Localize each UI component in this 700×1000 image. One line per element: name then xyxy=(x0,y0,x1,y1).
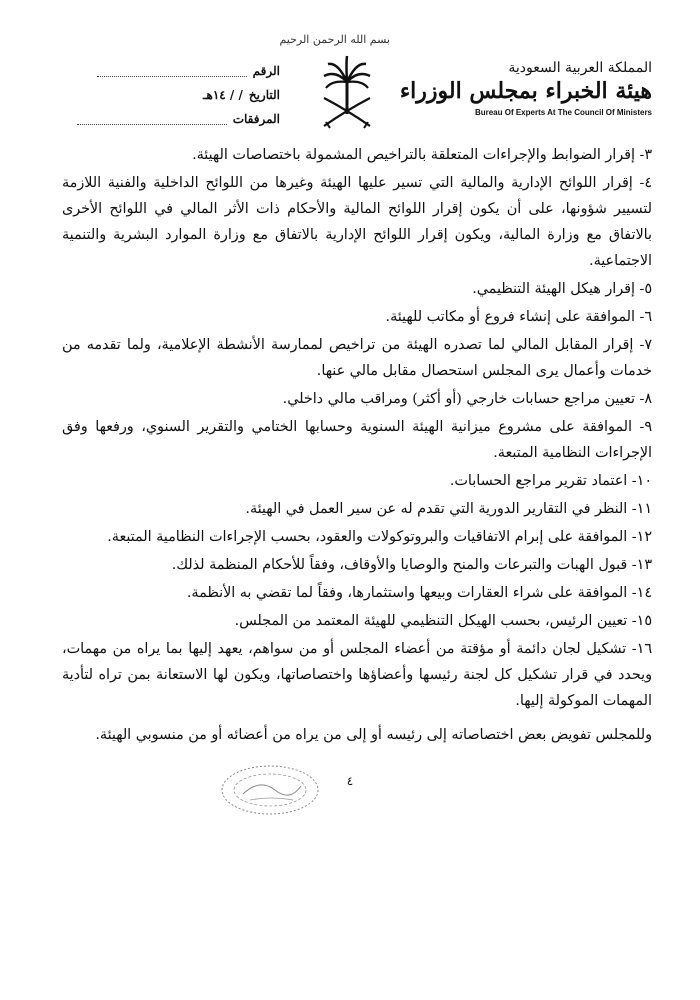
date-value: / / ١٤هـ xyxy=(202,88,243,102)
clause-item: ٨- تعيين مراجع حسابات خارجي (أو أكثر) ومراقب مالي داخلي. xyxy=(282,391,652,407)
letterhead xyxy=(0,0,700,140)
organization-english-name: Bureau Of Experts At The Council Of Ministers xyxy=(474,108,652,117)
organization-block xyxy=(399,60,652,136)
clause-item: ١٢- الموافقة على إبرام الاتفاقيات والبروتوكولات والعقود، بحسب الإجراءات النظامية المتبعة. xyxy=(107,529,652,545)
clause-item: ١٥- تعيين الرئيس، بحسب الهيكل التنظيمي للهيئة المعتمد من المجلس. xyxy=(234,613,652,629)
basmala: بسم الله الرحمن الرحيم xyxy=(279,33,390,46)
clause-item: ٥- إقرار هيكل الهيئة التنظيمي. xyxy=(472,281,652,297)
reference-number-row xyxy=(97,62,280,80)
clause-item: ١١- النظر في التقارير الدورية التي تقدم له عن سير العمل في الهيئة. xyxy=(245,501,652,517)
attachments-line xyxy=(77,114,227,125)
clause-item: ١٤- الموافقة على شراء العقارات وبيعها واستثمارها، وفقاً لما تقضي به الأنظمة. xyxy=(186,585,652,601)
organization-name: هيئة الخبراء بمجلس الوزراء xyxy=(399,78,652,104)
clause-item: ١٠- اعتماد تقرير مراجع الحسابات. xyxy=(449,473,652,489)
page-number: ٤ xyxy=(346,774,354,788)
attachments-row xyxy=(77,110,280,128)
closing-paragraph: وللمجلس تفويض بعض اختصاصاته إلى رئيسه أو إلى من يراه من أعضائه أو من منسوبي الهيئة. xyxy=(95,727,652,743)
date-label: التاريخ xyxy=(248,88,280,102)
official-seal-stamp xyxy=(215,760,325,820)
clause-item: ٧- إقرار المقابل المالي لما تصدره الهيئة من تراخيص لممارسة الأنشطة الإعلامية، ولما تقدمه من خدمات وأعمال يرى المجلس استحصال مقابل مالي عنها. xyxy=(62,337,652,379)
reference-block xyxy=(40,62,280,132)
clause-item: ١٦- تشكيل لجان دائمة أو مؤقتة من أعضاء المجلس أو من سواهم، يعهد إليها بما يراه من مهمات، ويحدد في قرار تشكيل كل لجنة رئيسها وأعضاؤها واختصاصاتها، ويكون لها الاستعانة بمن تراه لتأدية المهمات الموكولة إليها. xyxy=(62,641,652,709)
clause-list xyxy=(62,142,652,714)
document-body xyxy=(62,142,652,748)
clause-item: ١٣- قبول الهبات والتبرعات والمنح والوصايا والأوقاف، وفقاً للأحكام المنظمة لذلك. xyxy=(171,557,652,573)
reference-number-line xyxy=(97,66,247,77)
reference-number-label: الرقم xyxy=(252,64,280,78)
country-name: المملكة العربية السعودية xyxy=(508,60,652,76)
attachments-label: المرفقات xyxy=(232,112,280,126)
clause-item: ٤- إقرار اللوائح الإدارية والمالية التي تسير عليها الهيئة وغيرها من اللوائح الداخلية والفنية اللازمة لتسيير شؤونها، على أن يكون إقرار اللوائح المالية والأحكام ذات الأثر المالي في اللوائح الأخرى بالاتفاق مع وزارة المالية، ويكون إقرار اللوائح الإدارية بالاتفاق مع وزارة الموارد البشرية والتنمية الاجتماعية. xyxy=(62,175,652,269)
palm-and-swords-emblem xyxy=(318,52,376,132)
clause-item: ٩- الموافقة على مشروع ميزانية الهيئة السنوية وحسابها الختامي والتقرير السنوي، ورفعها وفق الإجراءات النظامية المتبعة. xyxy=(62,419,652,461)
clause-item: ٦- الموافقة على إنشاء فروع أو مكاتب للهيئة. xyxy=(385,309,652,325)
clause-item: ٣- إقرار الضوابط والإجراءات المتعلقة بالتراخيص المشمولة باختصاصات الهيئة. xyxy=(192,147,652,163)
date-row xyxy=(203,86,280,104)
